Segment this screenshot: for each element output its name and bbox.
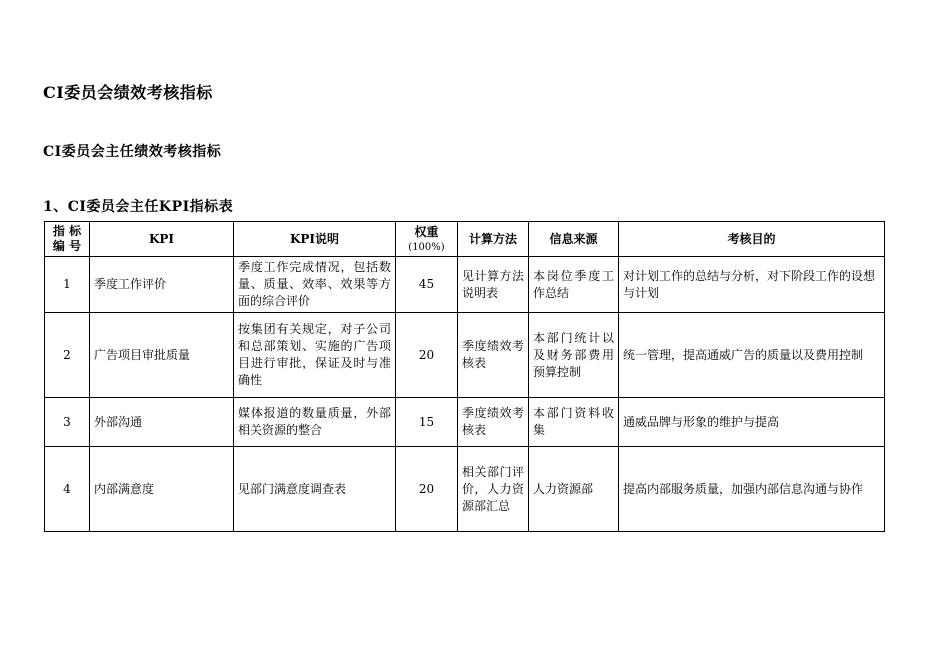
cell-kpi: 广告项目审批质量 bbox=[90, 313, 234, 398]
cell-kpi: 外部沟通 bbox=[90, 398, 234, 447]
cell-description: 媒体报道的数量质量，外部相关资源的整合 bbox=[234, 398, 396, 447]
table-row bbox=[45, 257, 885, 313]
cell-goal: 统一管理，提高通威广告的质量以及费用控制 bbox=[619, 313, 885, 398]
cell-goal: 对计划工作的总结与分析，对下阶段工作的设想与计划 bbox=[619, 257, 885, 313]
table-title: 1、CI委员会主任KPI指标表 bbox=[43, 199, 234, 215]
cell-index: 1 bbox=[45, 257, 90, 313]
header-description: KPI说明 bbox=[234, 222, 396, 257]
header-weight bbox=[396, 222, 458, 257]
cell-description: 按集团有关规定，对子公司和总部策划、实施的广告项目进行审批，保证及时与准确性 bbox=[234, 313, 396, 398]
cell-method: 季度绩效考核表 bbox=[458, 398, 529, 447]
cell-index: 2 bbox=[45, 313, 90, 398]
cell-method: 见计算方法说明表 bbox=[458, 257, 529, 313]
table-row bbox=[45, 398, 885, 447]
table-header-row bbox=[45, 222, 885, 257]
cell-kpi: 季度工作评价 bbox=[90, 257, 234, 313]
cell-weight: 20 bbox=[396, 447, 458, 532]
cell-description: 见部门满意度调查表 bbox=[234, 447, 396, 532]
header-index: 指 标 编 号 bbox=[45, 222, 90, 257]
cell-method: 相关部门评价，人力资源部汇总 bbox=[458, 447, 529, 532]
cell-method: 季度绩效考核表 bbox=[458, 313, 529, 398]
section-title: CI委员会主任绩效考核指标 bbox=[43, 144, 222, 160]
cell-source: 人力资源部 bbox=[529, 447, 619, 532]
header-weight-label: 权重 bbox=[414, 225, 439, 239]
cell-source: 本岗位季度工作总结 bbox=[529, 257, 619, 313]
header-weight-unit: (100%) bbox=[408, 242, 445, 253]
cell-source: 本部门统计以及财务部费用预算控制 bbox=[529, 313, 619, 398]
table-row bbox=[45, 447, 885, 532]
cell-goal: 通威品牌与形象的维护与提高 bbox=[619, 398, 885, 447]
cell-kpi: 内部满意度 bbox=[90, 447, 234, 532]
cell-weight: 45 bbox=[396, 257, 458, 313]
cell-goal: 提高内部服务质量，加强内部信息沟通与协作 bbox=[619, 447, 885, 532]
table-row bbox=[45, 313, 885, 398]
header-source: 信息来源 bbox=[529, 222, 619, 257]
header-method: 计算方法 bbox=[458, 222, 529, 257]
cell-index: 3 bbox=[45, 398, 90, 447]
cell-weight: 20 bbox=[396, 313, 458, 398]
kpi-table bbox=[44, 221, 885, 532]
cell-index: 4 bbox=[45, 447, 90, 532]
cell-weight: 15 bbox=[396, 398, 458, 447]
document-title: CI委员会绩效考核指标 bbox=[43, 83, 213, 102]
header-goal: 考核目的 bbox=[619, 222, 885, 257]
cell-description: 季度工作完成情况，包括数量、质量、效率、效果等方面的综合评价 bbox=[234, 257, 396, 313]
cell-source: 本部门资料收集 bbox=[529, 398, 619, 447]
header-kpi: KPI bbox=[90, 222, 234, 257]
